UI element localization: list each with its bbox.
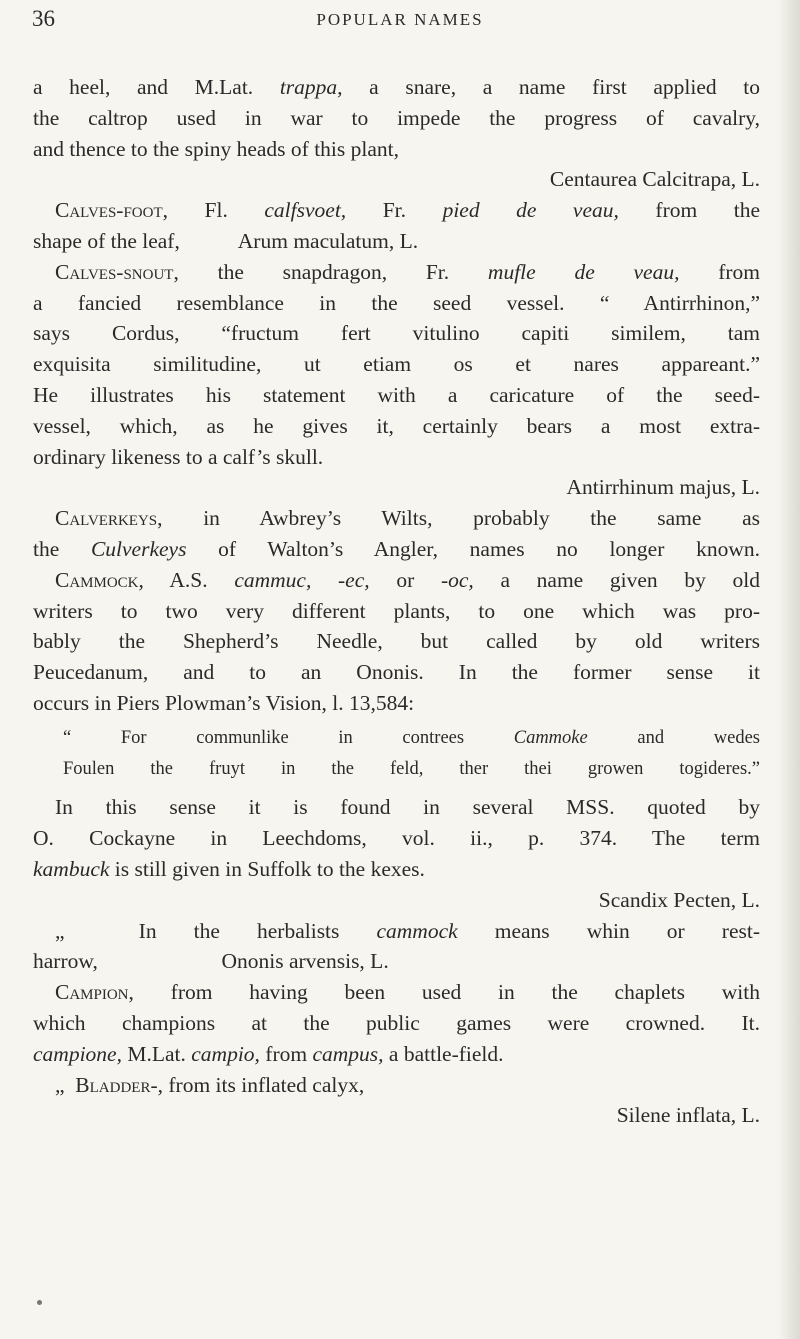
text-line <box>33 72 760 103</box>
text-run: A.S. <box>143 567 235 592</box>
text-line <box>33 349 760 380</box>
text-run: Scandix Pecten, L. <box>598 887 760 912</box>
text-run: Silene inflata, L. <box>616 1103 760 1128</box>
text-run: In this sense it is found in several MSS. quoted by <box>55 795 760 820</box>
text-line <box>33 792 760 823</box>
text-run: a snare, a name first applied to <box>342 75 760 99</box>
text-run: a fancied resemblance in the seed vessel. “ Antirrhinon,” <box>33 290 760 315</box>
page-edge-shadow <box>778 0 800 1339</box>
text-line <box>33 442 760 473</box>
text-run: shape of the leaf, Arum maculatum, L. <box>33 228 419 253</box>
italic-term: calfsvoet, <box>264 198 347 223</box>
text-run: means whin or rest- <box>457 918 760 943</box>
italic-term: cammuc, -ec, <box>234 567 370 592</box>
text-line <box>33 565 760 596</box>
italic-term: Cammoke <box>513 727 588 748</box>
text-run: vessel, which, as he gives it, certainly bears a most extra- <box>33 413 760 438</box>
text-line <box>33 472 760 503</box>
text-line <box>33 916 760 947</box>
text-run: is still given in Suffolk to the kexes. <box>109 856 425 881</box>
text-run: Fl. <box>168 198 265 223</box>
text-run: a battle-field. <box>383 1041 504 1066</box>
text-line <box>33 823 760 854</box>
headword: Cammock, <box>55 567 144 592</box>
text-line <box>33 1008 760 1039</box>
text-run: from <box>259 1041 313 1066</box>
italic-term: trappa, <box>279 75 343 99</box>
text-run: Centaurea Calcitrapa, L. <box>549 167 760 192</box>
text-line <box>33 626 760 657</box>
italic-term: campione, <box>33 1041 122 1066</box>
text-line <box>33 288 760 319</box>
text-run: harrow, Ononis arvensis, L. <box>33 949 389 974</box>
text-line <box>33 1100 760 1131</box>
headword: Bladder-, <box>75 1072 163 1097</box>
text-run: „ In the herbalists <box>55 918 377 943</box>
text-line <box>33 195 760 226</box>
text-line <box>33 380 760 411</box>
headword: Calverkeys, <box>55 506 163 531</box>
text-run: He illustrates his statement with a caricature of the seed- <box>33 382 760 407</box>
text-run: Foulen the fruyt in the feld, ther thei growen togideres.” <box>63 758 760 779</box>
italic-term: cammock <box>376 918 458 943</box>
page-number: 36 <box>32 6 55 31</box>
running-title: POPULAR NAMES <box>316 10 484 29</box>
text-run: the <box>33 536 91 561</box>
text-line <box>33 977 760 1008</box>
text-line <box>33 1039 760 1070</box>
text-run: O. Cockayne in Leechdoms, vol. ii., p. 374. The term <box>33 826 760 851</box>
text-run: ordinary likeness to a calf’s skull. <box>33 444 324 469</box>
text-run: bably the Shepherd’s Needle, but called by old writers <box>33 629 760 654</box>
text-run: which champions at the public games were crowned. It. <box>33 1010 760 1035</box>
text-line <box>33 257 760 288</box>
text-line <box>33 946 760 977</box>
text-run: from the <box>618 198 761 223</box>
text-line <box>33 657 760 688</box>
text-run: in Awbrey’s Wilts, probably the same as <box>162 506 760 531</box>
text-run: a name given by old <box>473 567 761 592</box>
text-line <box>33 318 760 349</box>
italic-term: campio, <box>191 1041 260 1066</box>
text-run: the snapdragon, Fr. <box>178 259 488 284</box>
text-line <box>33 411 760 442</box>
text-line <box>33 885 760 916</box>
text-run: Peucedanum, and to an Ononis. In the former sense it <box>33 660 760 685</box>
text-run: writers to two very different plants, to one which was pro- <box>33 598 760 623</box>
quote-line <box>33 723 760 754</box>
text-line <box>33 688 760 719</box>
text-run: Antirrhinum majus, L. <box>566 475 760 500</box>
italic-term: kambuck <box>33 856 110 881</box>
text-run: a heel, and M.Lat. <box>33 75 280 99</box>
text-line <box>33 134 760 165</box>
text-line <box>33 1070 760 1101</box>
text-line <box>33 534 760 565</box>
headword: Campion, <box>55 980 134 1005</box>
headword: Calves-foot, <box>55 198 169 223</box>
text-run: M.Lat. <box>121 1041 192 1066</box>
italic-term: pied de veau, <box>442 198 619 223</box>
text-run: the caltrop used in war to impede the progress of cavalry, <box>33 105 760 130</box>
italic-term: campus, <box>312 1041 384 1066</box>
italic-term: mufle de veau, <box>487 259 680 284</box>
text-line <box>33 103 760 134</box>
text-run: or <box>369 567 441 592</box>
text-run: and wedes <box>587 727 760 748</box>
quote-line <box>33 754 760 785</box>
text-line <box>33 164 760 195</box>
text-run: Fr. <box>346 198 443 223</box>
text-run: occurs in Piers Plowman’s Vision, l. 13,584: <box>33 690 415 715</box>
italic-term: Culverkeys <box>90 536 187 561</box>
text-line <box>33 854 760 885</box>
text-line <box>33 596 760 627</box>
text-run: and thence to the spiny heads of this plant, <box>33 136 400 161</box>
text-run: says Cordus, “fructum fert vitulino capiti similem, tam <box>33 321 760 346</box>
italic-term: -oc, <box>440 567 474 592</box>
text-line <box>33 503 760 534</box>
text-run: from having been used in the chaplets with <box>133 980 760 1005</box>
text-run: from its inflated calyx, <box>163 1072 365 1097</box>
body-text <box>33 72 760 1131</box>
text-run: of Walton’s Angler, names no longer known. <box>186 536 760 561</box>
text-run: from <box>679 259 760 284</box>
text-run: exquisita similitudine, ut etiam os et nares appareant.” <box>33 352 760 377</box>
text-run: „ <box>55 1072 76 1097</box>
text-line <box>33 226 760 257</box>
headword: Calves-snout, <box>55 259 179 284</box>
text-run: “ For communlike in contrees <box>63 727 514 748</box>
ink-speck <box>37 1300 42 1305</box>
